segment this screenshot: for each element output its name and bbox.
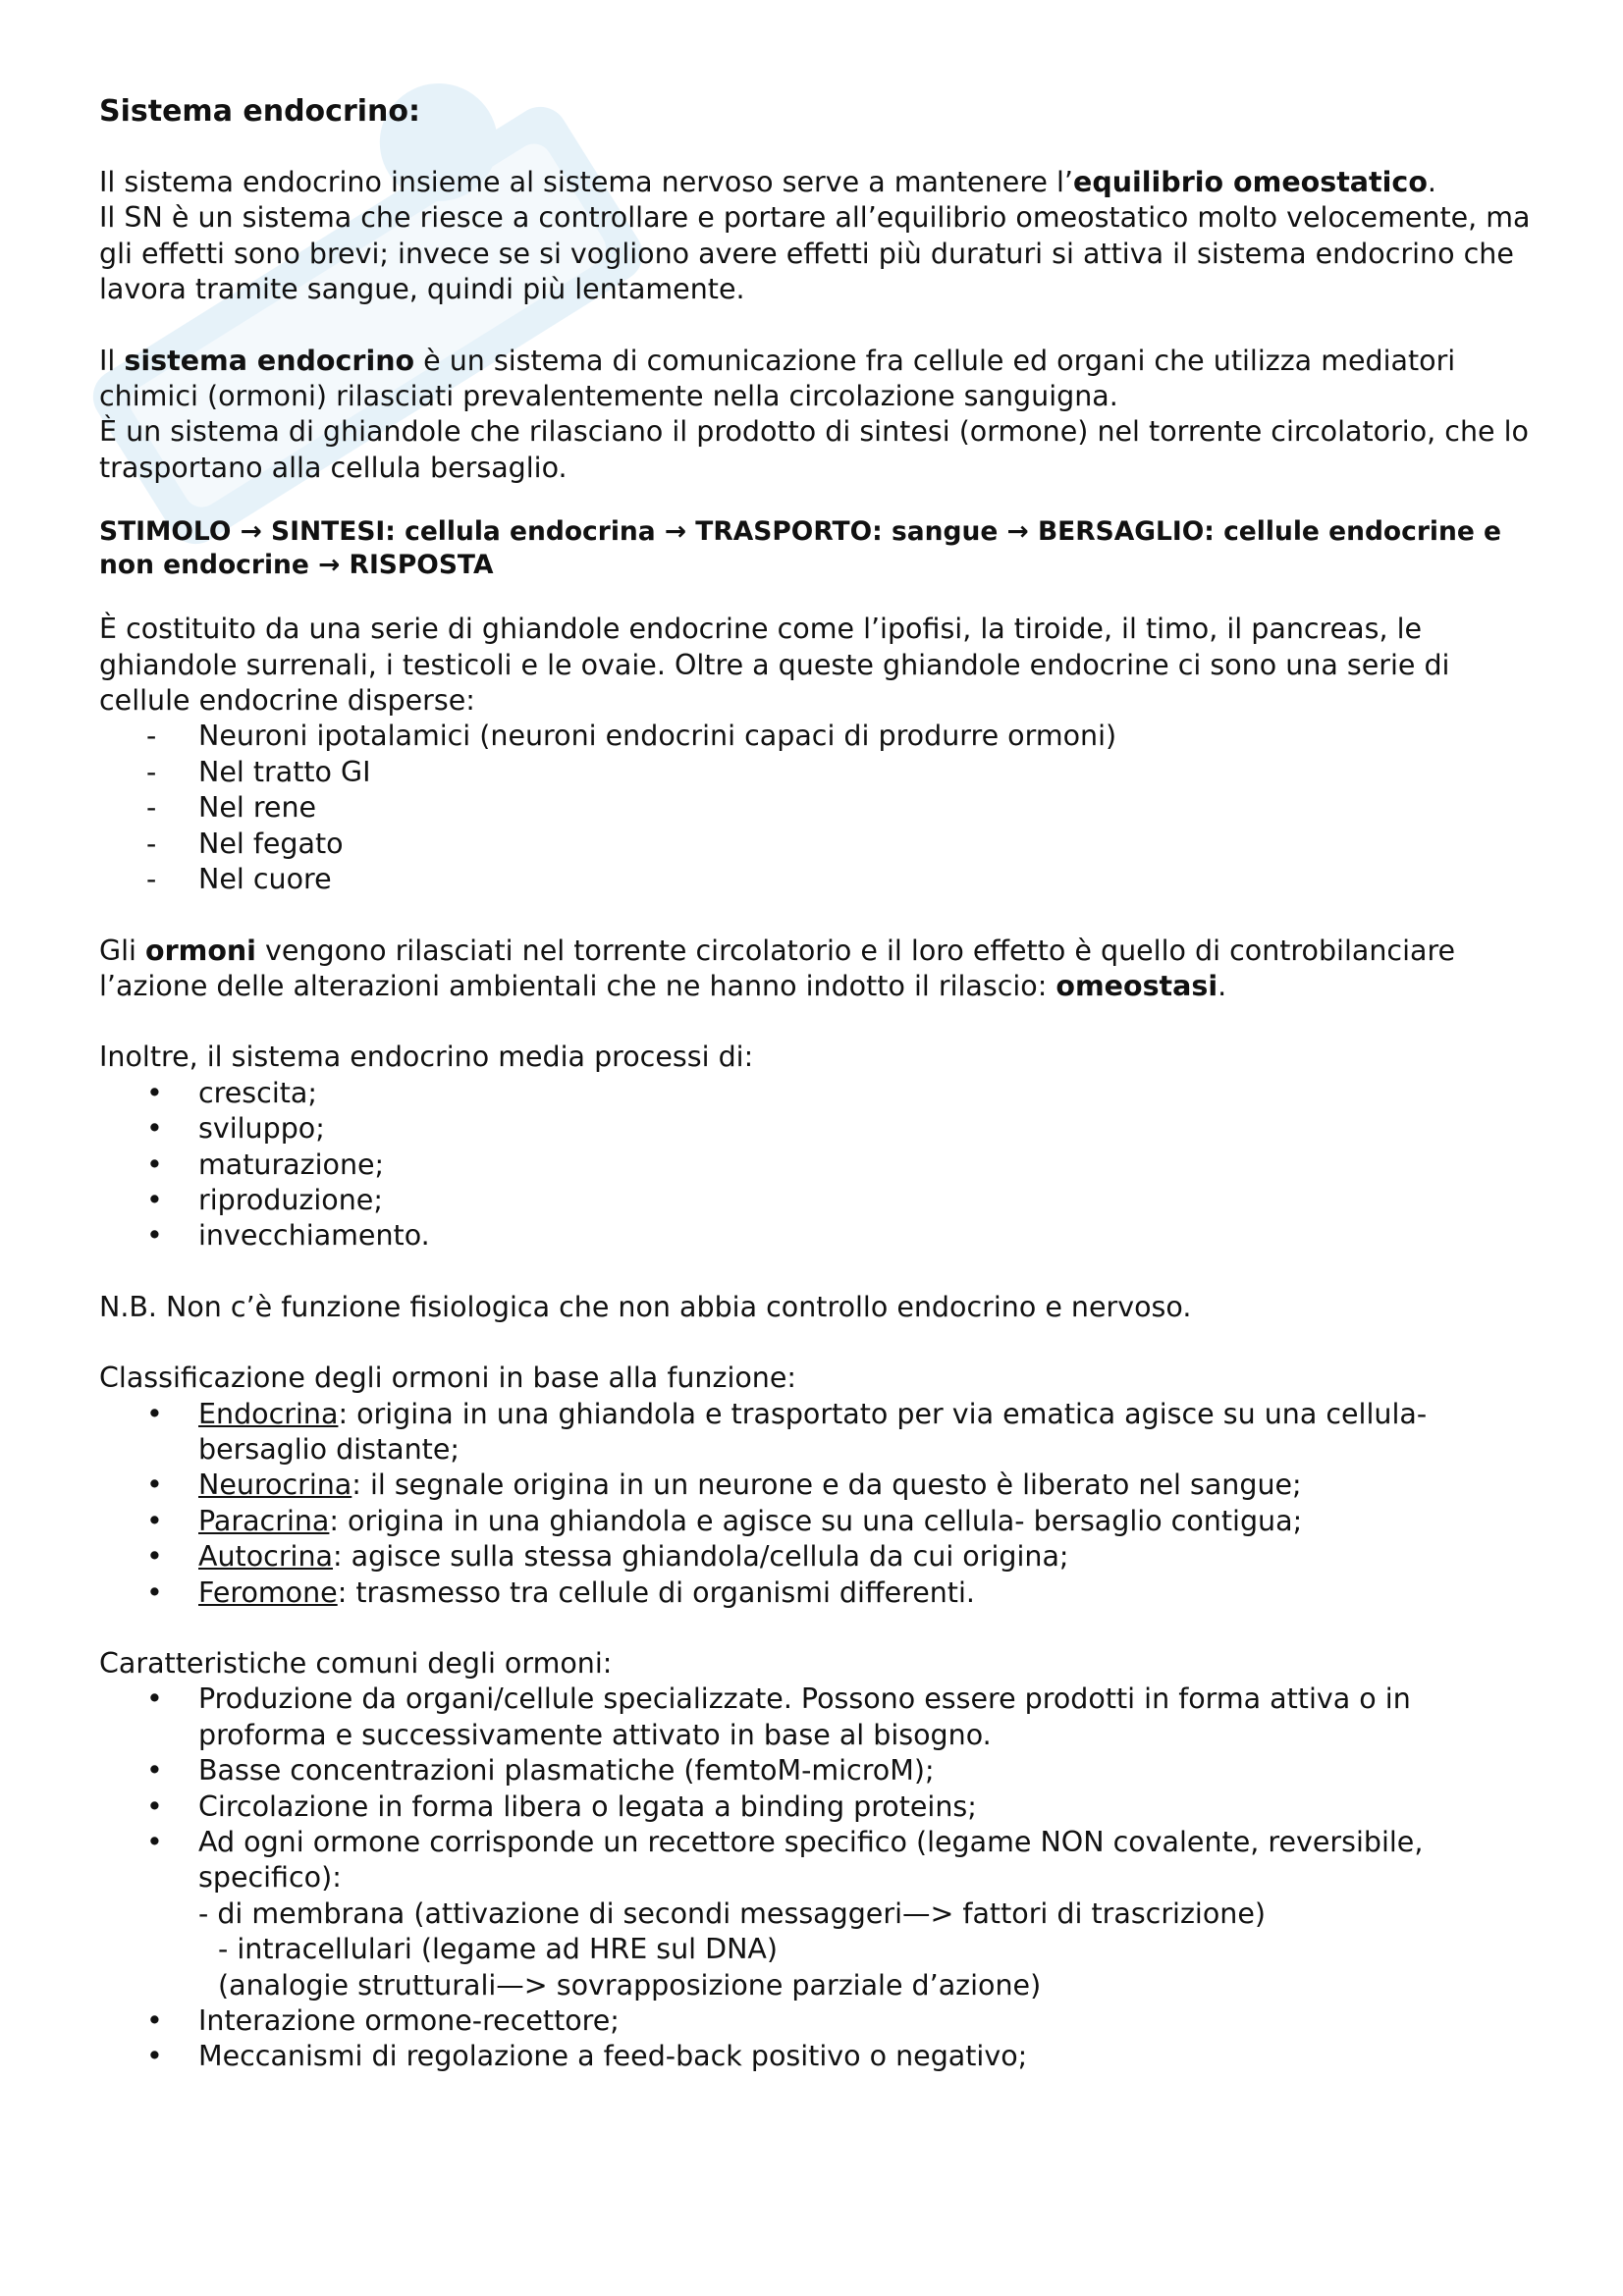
receptor-membrane: - di membrana (attivazione di secondi messaggeri—> fattori di trascrizione) bbox=[198, 1896, 1267, 1930]
list-item: • Feromone: trasmesso tra cellule di organismi differenti. bbox=[146, 1575, 975, 1609]
receptor-intracellular: - intracellulari (legame ad HRE sul DNA) bbox=[218, 1933, 779, 1966]
list-item: - Nel cuore bbox=[146, 863, 332, 896]
classification-list bbox=[99, 1397, 1542, 1611]
glands-definition: È un sistema di ghiandole che rilasciano il prodotto di sintesi (ormone) nel torrente circolatorio, che lo trasportano alla cellula bersaglio. bbox=[99, 415, 1529, 484]
intro-paragraph: Il sistema endocrino insieme al sistema nervoso serve a mantenere l’equilibrio omeostatico. bbox=[99, 166, 1436, 198]
list-item: - Nel fegato bbox=[146, 827, 344, 860]
list-item: • Ad ogni ormone corrisponde un recettore specifico (legame NON covalente, reversibile, specifico): - di membrana (attivazione di secondi messaggeri—> fattori di trascrizione) - intracellulari (legame ad HRE sul DNA) (analogie strutturali—> sovrapposizione parziale d’azione) bbox=[99, 1825, 1542, 2003]
list-item: • crescita; bbox=[146, 1076, 317, 1109]
list-item: • Neurocrina: il segnale origina in un neurone e da questo è liberato nel sangue; bbox=[146, 1468, 1302, 1502]
list-item: • Interazione ormone-recettore; bbox=[146, 2004, 620, 2038]
signal-flow: STIMOLO → SINTESI: cellula endocrina → TRASPORTO: sangue → BERSAGLIO: cellule endocrine e non endocrine → RISPOSTA bbox=[99, 516, 1502, 581]
receptor-analogies: (analogie strutturali—> sovrapposizione parziale d’azione) bbox=[218, 1968, 1042, 2002]
section-title: Sistema endocrino: bbox=[99, 94, 420, 129]
list-item: • Produzione da organi/cellule specializzate. Possono essere prodotti in forma attiva o in proforma e successivamente attivato in base al bisogno. bbox=[146, 1682, 1411, 1751]
processes-list bbox=[99, 1076, 1542, 1255]
list-item: - Nel rene bbox=[146, 791, 317, 825]
list-item: • Basse concentrazioni plasmatiche (femtoM-microM); bbox=[146, 1754, 935, 1788]
list-item: • Autocrina: agisce sulla stessa ghiandola/cellula da cui origina; bbox=[146, 1540, 1069, 1574]
nb-note: N.B. Non c’è funzione fisiologica che non abbia controllo endocrino e nervoso. bbox=[99, 1290, 1192, 1323]
list-item: • Circolazione in forma libera o legata a binding proteins; bbox=[146, 1789, 977, 1823]
list-item: • Endocrina: origina in una ghiandola e trasportato per via ematica agisce su una cellula-bersaglio distante; bbox=[146, 1397, 1428, 1466]
characteristics-title: Caratteristiche comuni degli ormoni: bbox=[99, 1647, 613, 1680]
list-item: • sviluppo; bbox=[146, 1112, 325, 1146]
list-item: - Nel tratto GI bbox=[146, 755, 371, 788]
list-item: • invecchiamento. bbox=[146, 1219, 430, 1253]
classification-title: Classificazione degli ormoni in base alla funzione: bbox=[99, 1362, 796, 1395]
list-item: • Paracrina: origina in una ghiandola e agisce su una cellula- bersaglio contigua; bbox=[146, 1504, 1303, 1537]
characteristics-list bbox=[99, 1682, 1542, 2074]
list-item: • maturazione; bbox=[146, 1148, 385, 1181]
glands-paragraph: È costituito da una serie di ghiandole endocrine come l’ipofisi, la tiroide, il timo, il pancreas, le ghiandole surrenali, i testicoli e le ovaie. Oltre a queste ghiandole endocrine ci sono una serie di cellule endocrine disperse: bbox=[99, 613, 1450, 718]
dispersed-cells-list bbox=[99, 719, 1542, 897]
document-body bbox=[99, 94, 1542, 2075]
processes-intro: Inoltre, il sistema endocrino media processi di: bbox=[99, 1041, 754, 1074]
definition-paragraph: Il sistema endocrino è un sistema di comunicazione fra cellule ed organi che utilizza mediatori chimici (ormoni) rilasciati prevalentemente nella circolazione sanguigna. bbox=[99, 344, 1456, 413]
list-item: • Meccanismi di regolazione a feed-back positivo o negativo; bbox=[146, 2040, 1028, 2073]
hormones-paragraph: Gli ormoni vengono rilasciati nel torrente circolatorio e il loro effetto è quello di controbilanciare l’azione delle alterazioni ambientali che ne hanno indotto il rilascio: omeostasi. bbox=[99, 934, 1456, 1002]
list-item: - Neuroni ipotalamici (neuroni endocrini capaci di produrre ormoni) bbox=[146, 720, 1117, 753]
sn-paragraph: Il SN è un sistema che riesce a controllare e portare all’equilibrio omeostatico molto velocemente, ma gli effetti sono brevi; invece se si vogliono avere effetti più duraturi si attiva il sistema endocrino che lavora tramite sangue, quindi più lentamente. bbox=[99, 201, 1531, 306]
list-item: • riproduzione; bbox=[146, 1183, 383, 1216]
